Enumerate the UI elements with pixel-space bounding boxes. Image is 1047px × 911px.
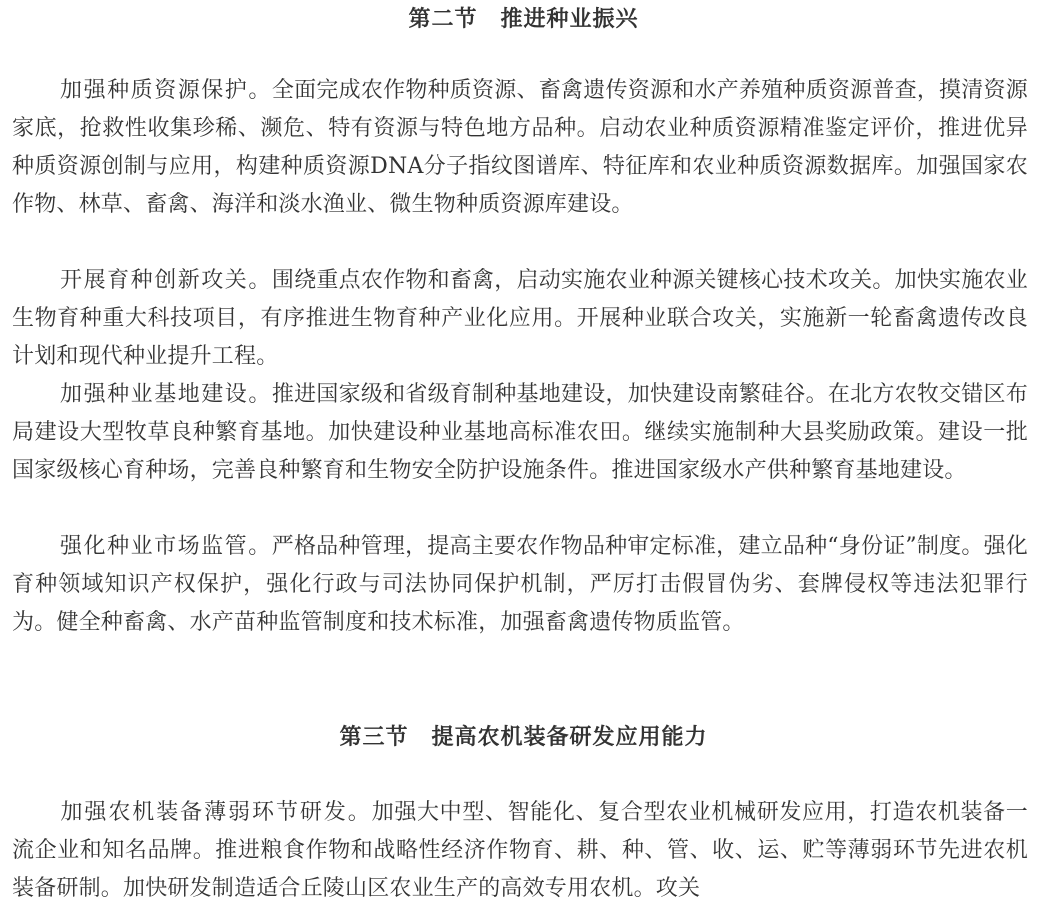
- paragraph-text: 全面完成农作物种质资源、畜禽遗传资源和水产养殖种质资源普查，摸清资源家底，抢救性收集珍稀、濒危、特有资源与特色地方品种。启动农业种质资源精准鉴定评价，推进优异种质资源创制与应用，构建种质资源DNA分子指纹图谱库、特征库和农业种质资源数据库。加强国家农作物、林草、畜禽、海洋和淡水渔业、微生物种质资源库建设。: [12, 78, 1028, 217]
- paragraph-lead: 强化种业市场监管。: [60, 534, 272, 559]
- paragraph: [12, 262, 1028, 376]
- paragraph-text: 推进国家级和省级育制种基地建设，加快建设南繁硅谷。在北方农牧交错区布局建设大型牧草良种繁育基地。加快建设种业基地高标准农田。继续实施制种大县奖励政策。建设一批国家级核心育种场，完善良种繁育和生物安全防护设施条件。推进国家级水产供种繁育基地建设。: [12, 382, 1028, 483]
- paragraph-lead: 加强种业基地建设。: [60, 382, 272, 407]
- paragraph: [12, 72, 1028, 224]
- paragraph: [12, 528, 1028, 642]
- paragraph: [12, 794, 1028, 908]
- section-heading: 第三节 提高农机装备研发应用能力: [339, 724, 708, 750]
- paragraph-text: 围绕重点农作物和畜禽，启动实施农业种源关键核心技术攻关。加快实施农业生物育种重大科技项目，有序推进生物育种产业化应用。开展种业联合攻关，实施新一轮畜禽遗传改良计划和现代种业提升工程。: [12, 268, 1028, 369]
- paragraph-lead: 加强种质资源保护。: [60, 78, 272, 103]
- paragraph-text: 严格品种管理，提高主要农作物品种审定标准，建立品种“身份证”制度。强化育种领域知识产权保护，强化行政与司法协同保护机制，严厉打击假冒伪劣、套牌侵权等违法犯罪行为。健全种畜禽、水产苗种监管制度和技术标准，加强畜禽遗传物质监管。: [12, 534, 1028, 635]
- paragraph-lead: 加强农机装备薄弱环节研发。: [60, 800, 372, 825]
- section-heading: 第二节 推进种业振兴: [408, 6, 639, 32]
- paragraph-text: 加强大中型、智能化、复合型农业机械研发应用，打造农机装备一流企业和知名品牌。推进粮食作物和战略性经济作物育、耕、种、管、收、运、贮等薄弱环节先进农机装备研制。加快研发制造适合丘陵山区农业生产的高效专用农机。攻关: [12, 800, 1028, 901]
- paragraph: [12, 376, 1028, 490]
- paragraph-lead: 开展育种创新攻关。: [60, 268, 272, 293]
